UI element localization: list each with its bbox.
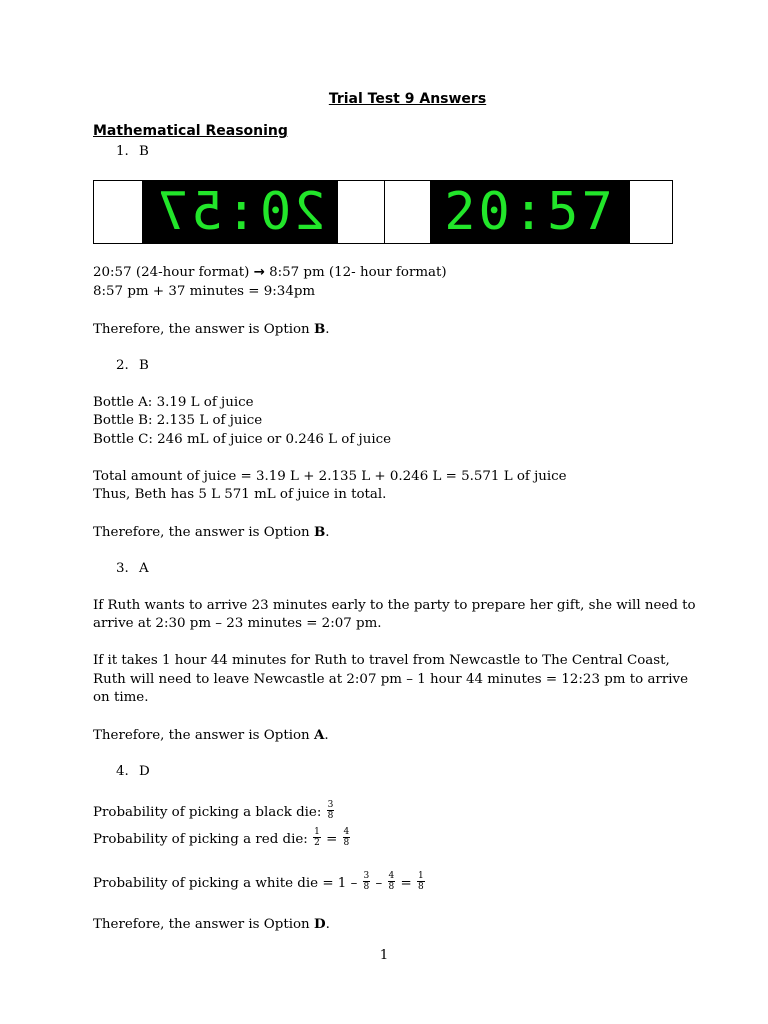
denominator: 8 [327, 811, 334, 821]
q3-conclusion-end: . [324, 728, 329, 743]
q1-line-1-b: 8:57 pm (12- hour format) [264, 265, 447, 280]
denominator: 8 [363, 882, 370, 892]
q1-number: 1. [116, 144, 129, 159]
q3-p2-line-2: Ruth will need to leave Newcastle at 2:07 pm – 1 hour 44 minutes = 12:23 pm to arrive [93, 672, 689, 687]
q2-answer: B [139, 358, 149, 373]
equals: = [321, 832, 342, 847]
q1-answer: B [139, 144, 149, 159]
q3-conclusion-text: Therefore, the answer is Option [93, 728, 314, 743]
q1-line-1-a: 20:57 (24-hour format) [93, 265, 254, 280]
arrow-right-icon: → [253, 265, 265, 280]
q2-option: B [313, 524, 326, 540]
numerator: 1 [417, 871, 424, 881]
q1-conclusion [93, 320, 330, 339]
white-probability-label: Probability of picking a white die = 1 – [93, 876, 362, 891]
q3-answer: A [139, 561, 149, 576]
section-heading: Mathematical Reasoning [93, 123, 288, 139]
fraction [343, 827, 351, 848]
denominator: 2 [314, 838, 320, 848]
clock-figure [93, 180, 673, 244]
numerator: 4 [388, 871, 395, 881]
fraction [388, 871, 396, 892]
q3-p2-line-1: If it takes 1 hour 44 minutes for Ruth to travel from Newcastle to The Central Coast, [93, 653, 670, 668]
q4-conclusion-end: . [325, 917, 330, 932]
page-title: Trial Test 9 Answers [328, 91, 487, 107]
q2-line-2: Bottle B: 2.135 L of juice [93, 413, 263, 428]
q1-option: B [313, 321, 326, 337]
q4-answer: D [139, 764, 150, 779]
red-probability-label: Probability of picking a red die: [93, 832, 313, 847]
q3-conclusion [93, 726, 329, 745]
black-probability-label: Probability of picking a black die: [93, 805, 326, 820]
numerator: 4 [343, 827, 350, 837]
q4-number: 4. [116, 764, 129, 779]
fraction [417, 871, 425, 892]
q2-line-1: Bottle A: 3.19 L of juice [93, 395, 254, 410]
clock-divider [384, 181, 385, 243]
numerator: 3 [363, 871, 370, 881]
q4-conclusion-text: Therefore, the answer is Option [93, 917, 314, 932]
fraction [313, 827, 321, 848]
q3-p1-line-1: If Ruth wants to arrive 23 minutes early to the party to prepare her gift, she will need to [93, 598, 696, 613]
q3-p2-line-3: on time. [93, 690, 149, 705]
digital-clock [430, 181, 630, 243]
fraction [327, 800, 335, 821]
q2-conclusion-text: Therefore, the answer is Option [93, 525, 314, 540]
q4-conclusion [93, 915, 330, 934]
page-number: 1 [379, 948, 389, 963]
numerator: 1 [314, 827, 320, 837]
q2-line-3: Bottle C: 246 mL of juice or 0.246 L of juice [93, 432, 392, 447]
clock-time: 20:57 [444, 182, 616, 242]
minus: – [371, 876, 387, 891]
q4-black-probability [93, 802, 335, 823]
q1-conclusion-text: Therefore, the answer is Option [93, 322, 314, 337]
denominator: 8 [417, 882, 424, 892]
denominator: 8 [343, 838, 350, 848]
fraction [363, 871, 371, 892]
q2-conclusion [93, 523, 330, 542]
q4-red-probability [93, 829, 351, 850]
q2-line-4: Total amount of juice = 3.19 L + 2.135 L + 0.246 L = 5.571 L of juice [93, 469, 567, 484]
mirrored-clock-time: 20:57 [154, 182, 326, 242]
q1-line-1 [93, 264, 447, 282]
mirrored-digital-clock [142, 181, 338, 243]
q4-white-probability [93, 873, 426, 894]
q3-number: 3. [116, 561, 129, 576]
q2-number: 2. [116, 358, 129, 373]
denominator: 8 [388, 882, 395, 892]
q3-option: A [313, 727, 325, 743]
numerator: 3 [327, 800, 334, 810]
q2-line-5: Thus, Beth has 5 L 571 mL of juice in total. [93, 487, 387, 502]
q4-option: D [313, 916, 326, 932]
equals: = [396, 876, 416, 891]
q3-p1-line-2: arrive at 2:30 pm – 23 minutes = 2:07 pm. [93, 616, 382, 631]
q2-conclusion-end: . [325, 525, 330, 540]
q1-conclusion-end: . [325, 322, 330, 337]
q1-line-2: 8:57 pm + 37 minutes = 9:34pm [93, 284, 316, 299]
